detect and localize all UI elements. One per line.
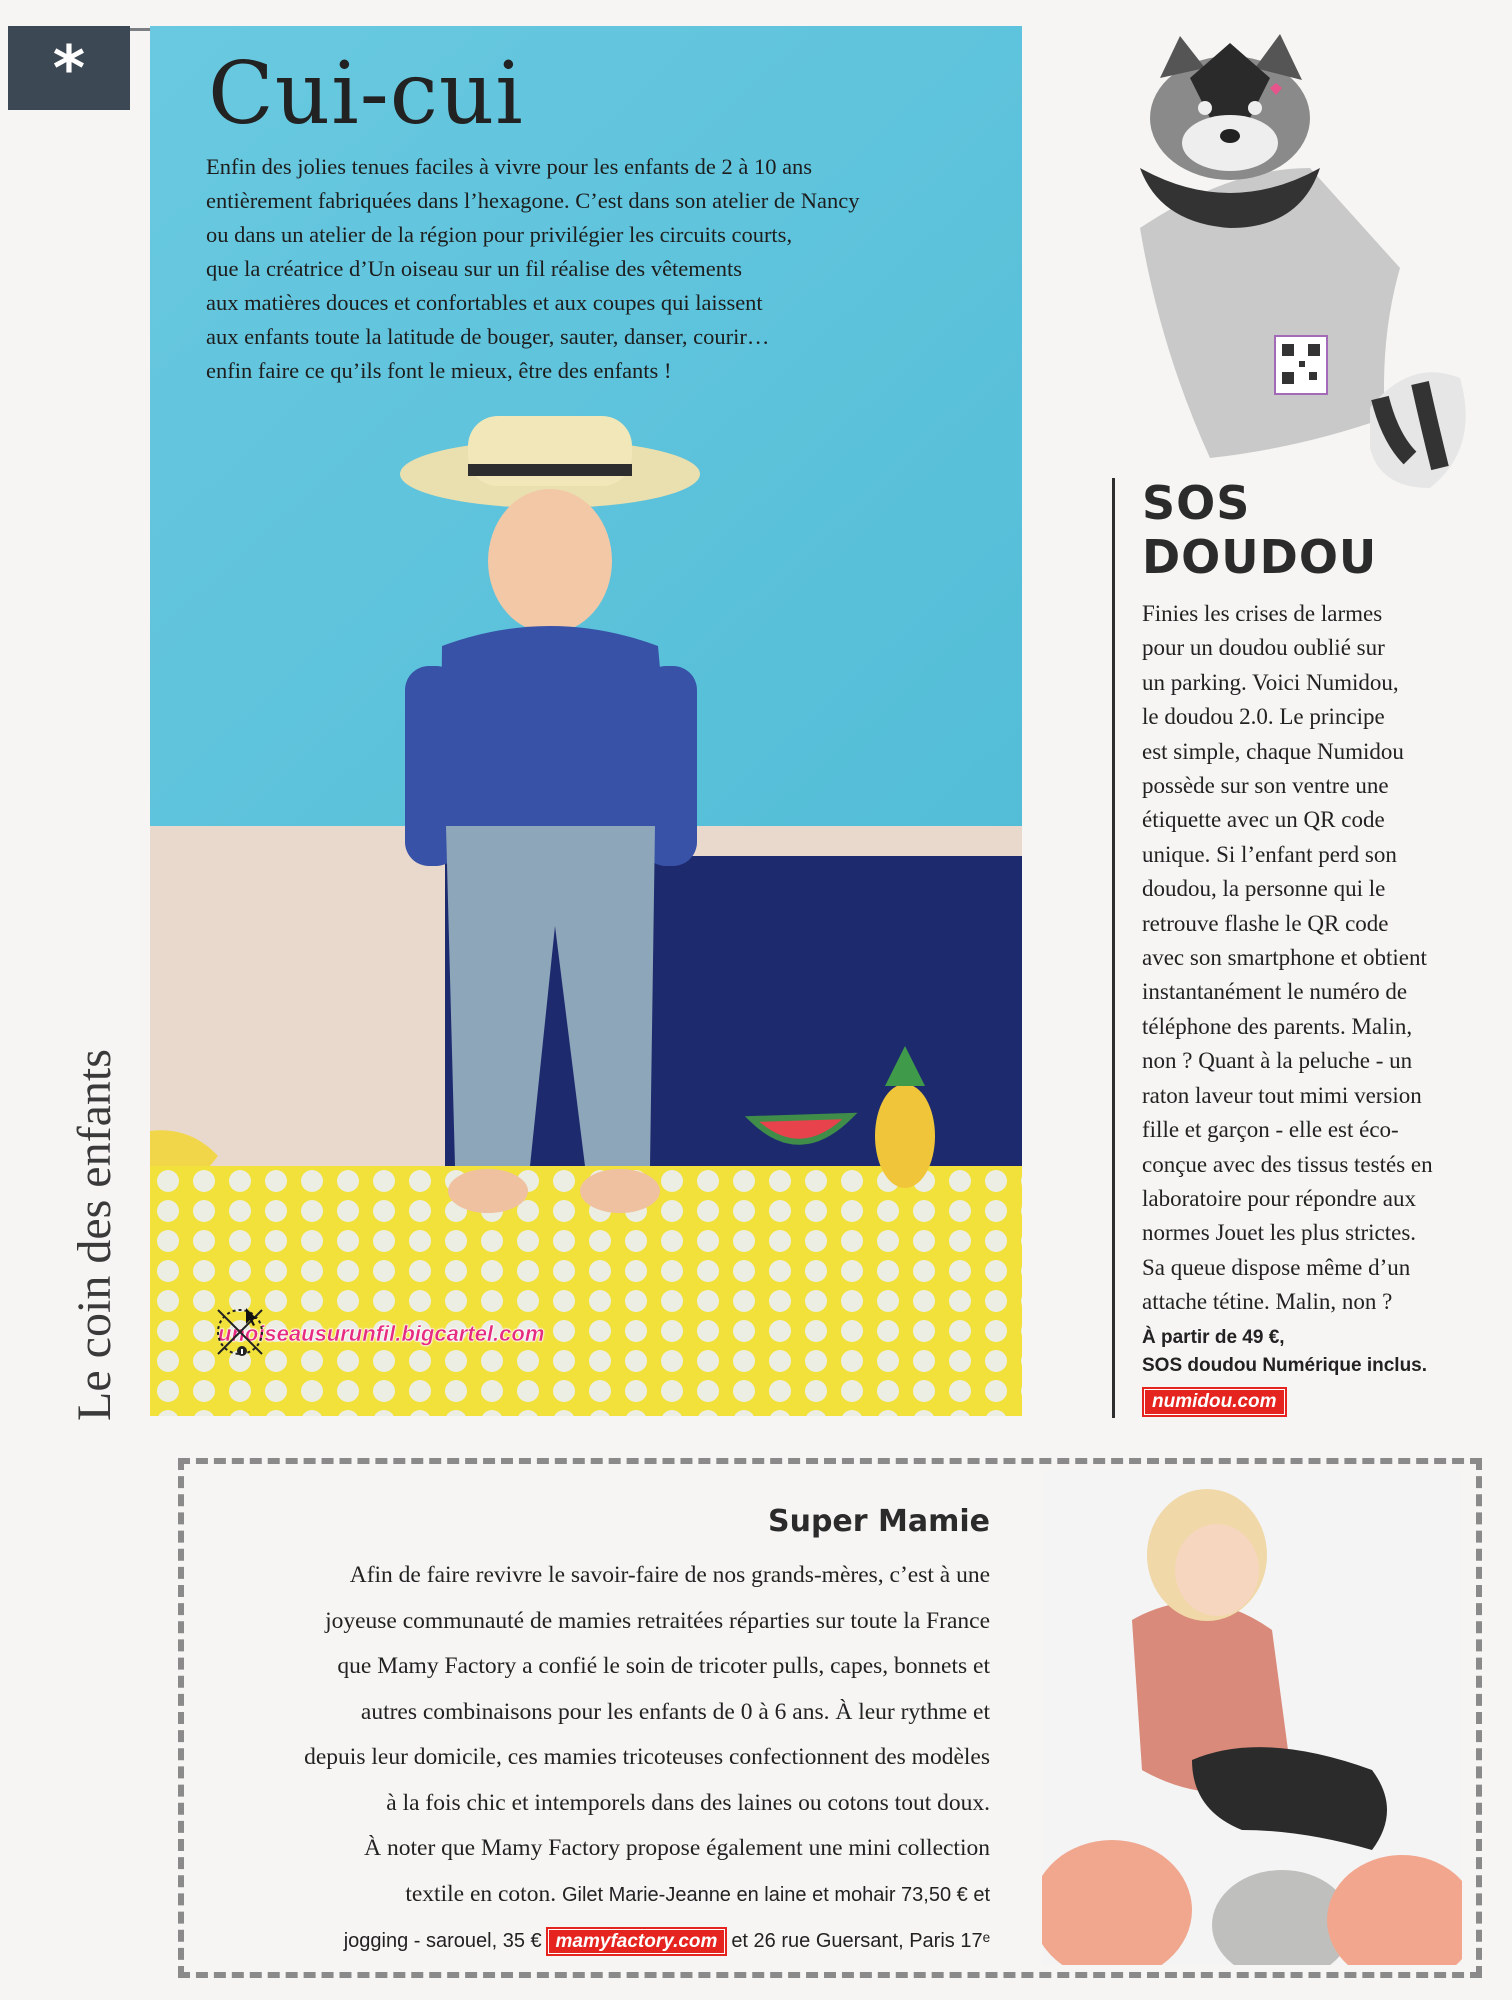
qr-code-icon: [1275, 336, 1327, 394]
mamie-line: autres combinaisons pour les enfants de 0 à 6 ans. À leur rythme et: [360, 1698, 990, 1725]
cuicui-url[interactable]: [212, 1304, 544, 1364]
mamie-line: que Mamy Factory a confié le soin de tricoter pulls, capes, bonnets et: [337, 1653, 990, 1679]
sos-line: un parking. Voici Numidou,: [1142, 669, 1399, 695]
cuicui-photo: [150, 26, 1022, 1416]
sos-line: fille et garçon - elle est éco-: [1142, 1117, 1399, 1143]
sos-line: raton laveur tout mimi version: [1142, 1082, 1422, 1108]
mamie-line9-before: jogging - sarouel, 35 €: [343, 1930, 542, 1952]
cuicui-line: entièrement fabriquées dans l’hexagone. C’est dans son atelier de Nancy: [206, 188, 860, 213]
mamie-line9-after: et 26 rue Guersant, Paris 17ᵉ: [731, 1930, 990, 1952]
toddler-photo: [1042, 1470, 1462, 1965]
sos-line: Sa queue dispose même d’un: [1142, 1254, 1411, 1280]
sos-price-line: À partir de 49 €,: [1142, 1327, 1285, 1348]
top-rule: [130, 28, 150, 31]
sos-line: unique. Si l’enfant perd son: [1142, 841, 1397, 867]
cuicui-line: aux enfants toute la latitude de bouger, sauter, danser, courir…: [206, 324, 770, 349]
sos-line: retrouve flashe le QR code: [1142, 910, 1389, 936]
sos-title-line: SOS: [1142, 476, 1251, 530]
sos-line: attache tétine. Malin, non ?: [1142, 1289, 1393, 1315]
sos-rule: [1112, 478, 1115, 1418]
cuicui-line: enfin faire ce qu’ils font le mieux, être des enfants !: [206, 358, 672, 383]
sos-line: instantanément le numéro de: [1142, 979, 1408, 1005]
mamie-line8-sans: Gilet Marie-Jeanne en laine et mohair 73,50 € et: [561, 1883, 990, 1906]
cuicui-text: [206, 150, 986, 388]
sos-line: possède sur son ventre une: [1142, 773, 1389, 799]
cuicui-line: aux matières douces et confortables et aux coupes qui laissent: [206, 290, 763, 315]
sos-line: avec son smartphone et obtient: [1142, 945, 1427, 971]
mamie-line: joyeuse communauté de mamies retraitées réparties sur toute la France: [325, 1607, 990, 1634]
sos-line: Finies les crises de larmes: [1142, 601, 1383, 626]
sos-line: pour un doudou oublié sur: [1142, 635, 1385, 661]
numidou-link[interactable]: numidou.com: [1144, 1389, 1285, 1415]
sos-line: non ? Quant à la peluche - un: [1142, 1048, 1413, 1074]
sos-price-line: SOS doudou Numérique inclus.: [1142, 1355, 1428, 1376]
sos-line: doudou, la personne qui le: [1142, 876, 1386, 902]
sos-line: conçue avec des tissus testés en: [1142, 1151, 1433, 1177]
mamie-line: [190, 1918, 990, 1965]
mamie-title: Super Mamie: [767, 1504, 990, 1539]
sos-line: étiquette avec un QR code: [1142, 807, 1385, 833]
cuicui-line: ou dans un atelier de la région pour privilégier les circuits courts,: [206, 222, 793, 247]
cuicui-title: Cui-cui: [208, 44, 524, 144]
cuicui-url-link[interactable]: unoiseausurunfil.bigcartel.com: [218, 1321, 545, 1346]
raccoon-doudou-image: [1080, 18, 1512, 518]
sos-title: [1142, 476, 1492, 584]
sos-title-line: DOUDOU: [1142, 530, 1378, 584]
mamyfactory-link[interactable]: mamyfactory.com: [548, 1929, 726, 1954]
mamie-line: depuis leur domicile, ces mamies tricoteuses confectionnent des modèles: [304, 1744, 990, 1770]
mamie-line: à la fois chic et intemporels dans des laines ou cotons tout doux.: [386, 1789, 990, 1816]
sos-line: est simple, chaque Numidou: [1142, 738, 1404, 764]
sos-price: [1142, 1324, 1502, 1380]
mamie-line: Afin de faire revivre le savoir-faire de nos grands-mères, c’est à une: [349, 1562, 990, 1588]
asterisk-icon: *: [8, 26, 130, 110]
sos-line: téléphone des parents. Malin,: [1142, 1013, 1413, 1039]
mamie-text: [190, 1553, 990, 1965]
mamie-line: [190, 1872, 990, 1919]
cursor-info-icon: [212, 1304, 268, 1360]
section-label: Le coin des enfants: [68, 1049, 121, 1421]
sos-line: normes Jouet les plus strictes.: [1142, 1220, 1417, 1246]
sos-text: [1142, 597, 1492, 1320]
mamie-line: À noter que Mamy Factory propose également une mini collection: [364, 1835, 990, 1861]
sos-line: le doudou 2.0. Le principe: [1142, 704, 1385, 730]
sos-line: laboratoire pour répondre aux: [1142, 1185, 1416, 1211]
cuicui-line: que la créatrice d’Un oiseau sur un fil réalise des vêtements: [206, 256, 743, 281]
mamie-line8-serif: textile en coton.: [405, 1880, 557, 1907]
cuicui-line: Enfin des jolies tenues faciles à vivre pour les enfants de 2 à 10 ans: [206, 154, 813, 179]
